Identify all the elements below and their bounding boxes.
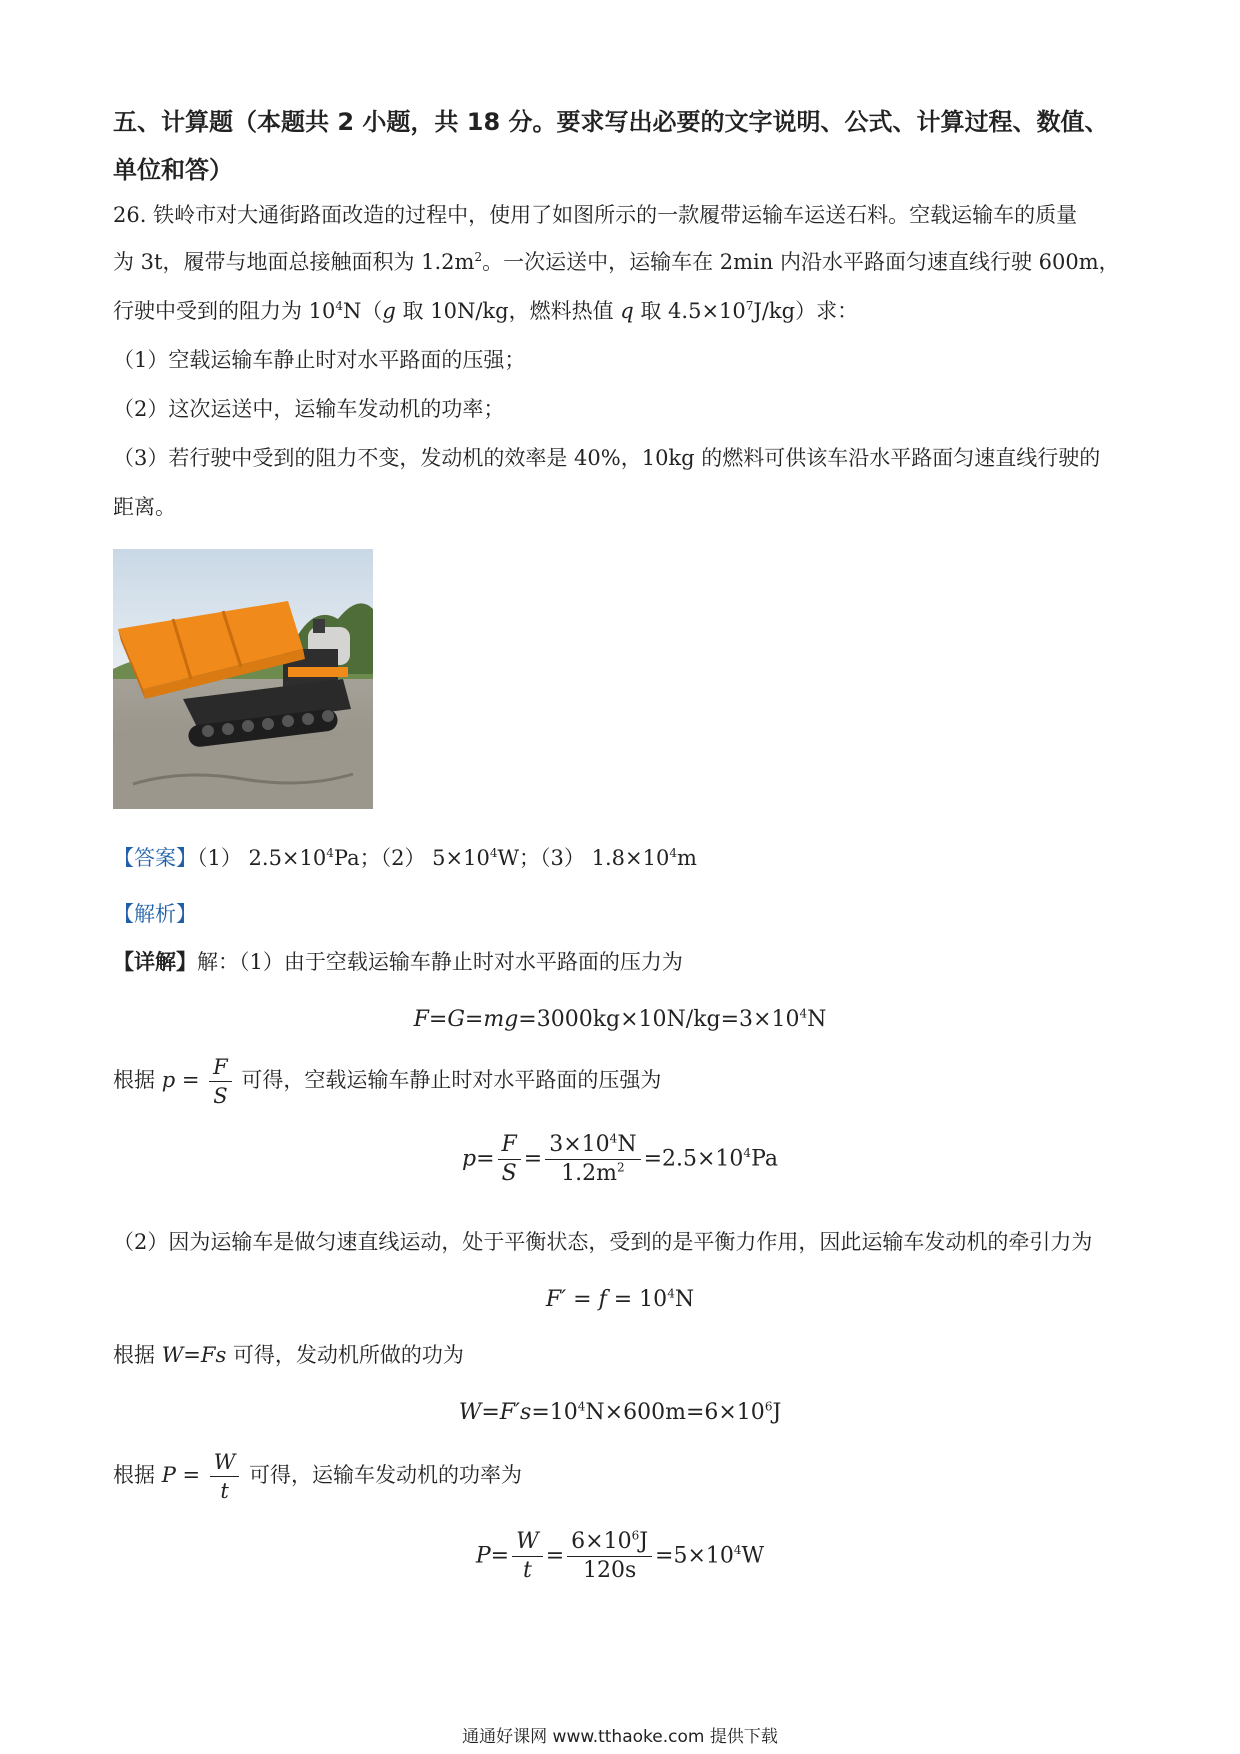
eq-op: = <box>523 1146 543 1172</box>
q-var: q <box>620 299 634 323</box>
q-sup: 2 <box>474 250 483 264</box>
eq-sup: 4 <box>609 1131 618 1146</box>
text-traction: （2）因为运输车是做匀速直线运动，处于平衡状态，受到的是平衡力作用，因此运输车发动机的牵引力为 <box>113 1230 1093 1254</box>
eq-var: G <box>447 1007 465 1032</box>
q-text: 为 3t，履带与地面总接触面积为 1.2m <box>113 250 475 274</box>
fraction-f-over-s <box>209 1053 232 1110</box>
eq-text: 1.2m <box>561 1161 617 1186</box>
a-sup: 4 <box>669 846 677 860</box>
question-line3 <box>113 296 1130 326</box>
eq-text: N <box>617 1132 637 1157</box>
a-sup: 4 <box>489 846 498 860</box>
t-op: = <box>175 1068 207 1092</box>
eq-text: N <box>674 1287 695 1312</box>
eq-sup: 6 <box>631 1528 640 1543</box>
eq-op: = <box>428 1007 448 1032</box>
equation-3 <box>0 1285 1240 1315</box>
sub-question-2: （2）这次运送中，运输车发动机的功率； <box>113 397 505 421</box>
frac-den <box>557 1160 629 1188</box>
eq-var: p <box>462 1146 477 1172</box>
equation-4 <box>0 1398 1240 1428</box>
eq-op: = <box>481 1400 500 1425</box>
equation-5 <box>0 1528 1240 1585</box>
eq-op: = <box>545 1543 565 1569</box>
eq-text: W <box>741 1543 765 1569</box>
frac-den: t <box>522 1558 532 1583</box>
eq-sup: 4 <box>733 1543 742 1558</box>
frac-num: W <box>512 1528 543 1557</box>
section-title <box>113 98 1133 194</box>
answer-tag: 【答案】 <box>113 846 197 870</box>
frac-den: t <box>220 1479 229 1503</box>
eq-op: = <box>476 1146 495 1172</box>
eq-text: =10 <box>531 1400 578 1425</box>
frac-num <box>545 1131 640 1160</box>
frac-den: S <box>213 1084 228 1108</box>
eq-text: N×600m=6×10 <box>585 1400 765 1425</box>
t-text: 根据 <box>113 1068 162 1092</box>
eq-sup: 4 <box>743 1146 752 1161</box>
a-text: m <box>676 846 697 870</box>
eq-text: 3×10 <box>549 1132 610 1157</box>
q-text: N（ <box>343 299 383 323</box>
q-text: 行驶中受到的阻力为 10 <box>113 299 336 323</box>
eq-text: =2.5×10 <box>643 1146 744 1172</box>
t-op: = <box>175 1463 207 1487</box>
sub-question-3-line2: 距离。 <box>113 495 176 519</box>
a-sup: 4 <box>326 846 334 860</box>
q-var: g <box>382 299 396 323</box>
analysis-tag: 【解析】 <box>113 902 197 926</box>
section-title-line2: 单位和答） <box>113 156 233 184</box>
eq-text: =5×10 <box>655 1543 734 1569</box>
eq-var: mg <box>483 1007 519 1032</box>
text-work-formula <box>113 1340 1130 1370</box>
eq-text: 6×10 <box>571 1529 632 1554</box>
eq-var: F <box>413 1007 429 1032</box>
detail-tag: 【详解】 <box>113 949 197 974</box>
sub-question-3-line1: （3）若行驶中受到的阻力不变，发动机的效率是 40%，10kg 的燃料可供该车沿水平路面匀速直线行驶的 <box>113 446 1101 470</box>
question-line2 <box>113 247 1130 277</box>
eq-text: = 10 <box>606 1287 668 1312</box>
equation-1 <box>0 1005 1240 1035</box>
eq-sup: 2 <box>617 1160 625 1175</box>
t-var: W=Fs <box>161 1343 227 1367</box>
t-var: p <box>161 1068 176 1092</box>
fraction-w-over-t <box>512 1528 543 1585</box>
a-text: W；（3） 1.8×10 <box>497 846 670 870</box>
t-text: 可得，空载运输车静止时对水平路面的压强为 <box>234 1068 662 1092</box>
answer-line <box>113 843 1130 873</box>
tracked-dump-truck-photo <box>113 549 373 809</box>
frac-den: S <box>501 1161 517 1186</box>
question-line1: 26. 铁岭市对大通街路面改造的过程中，使用了如图所示的一款履带运输车运送石料。空载运输车的质量 <box>113 203 1078 227</box>
t-text: 根据 <box>113 1463 162 1487</box>
eq-sup: 4 <box>667 1286 675 1301</box>
footer-watermark: 通通好课网 www.tthaoke.com 提供下载 <box>462 1727 778 1747</box>
a-text: （1） 2.5×10 <box>197 846 327 870</box>
t-var: P <box>161 1463 176 1487</box>
frac-num: W <box>210 1448 240 1477</box>
eq-text: Pa <box>751 1146 778 1172</box>
eq-op: = <box>464 1007 484 1032</box>
detail-text: 解：（1）由于空载运输车静止时对水平路面的压力为 <box>197 950 683 974</box>
q-sup: 4 <box>335 299 344 313</box>
q-text: J/kg）求： <box>753 299 859 323</box>
eq-var: P <box>475 1543 491 1569</box>
fraction-values <box>545 1131 640 1188</box>
t-text: 根据 <box>113 1343 162 1367</box>
frac-num: F <box>498 1131 521 1160</box>
text-pressure-formula <box>113 1053 1130 1110</box>
fraction-f-over-s <box>498 1131 521 1188</box>
eq-sup: 6 <box>764 1399 773 1414</box>
eq-sup: 4 <box>577 1399 586 1414</box>
a-text: Pa；（2） 5×10 <box>333 846 490 870</box>
eq-var: f <box>598 1287 607 1312</box>
eq-text: J <box>772 1400 782 1425</box>
fraction-w-over-t <box>210 1448 240 1505</box>
eq-var: F′ <box>545 1287 567 1312</box>
q-text: 取 4.5×10 <box>633 299 746 323</box>
q-sup: 7 <box>745 299 754 313</box>
eq-text: J <box>639 1529 649 1554</box>
eq-sup: 4 <box>799 1006 808 1021</box>
frac-num <box>567 1528 652 1557</box>
eq-text: N <box>807 1007 827 1032</box>
eq-var: W <box>458 1400 482 1425</box>
t-text: 可得，发动机所做的功为 <box>226 1343 464 1367</box>
q-text: 。一次运送中，运输车在 2min 内沿水平路面匀速直线行驶 600m， <box>482 250 1120 274</box>
q-text: 取 10N/kg，燃料热值 <box>395 299 621 323</box>
eq-text: =3000kg×10N/kg=3×10 <box>518 1007 800 1032</box>
section-title-line1: 五、计算题（本题共 2 小题，共 18 分。要求写出必要的文字说明、公式、计算过程、数值、 <box>113 108 1109 136</box>
detail-line <box>113 947 1130 977</box>
frac-den: 120s <box>582 1558 637 1583</box>
text-power-formula <box>113 1448 1130 1505</box>
t-text: 可得，运输车发动机的功率为 <box>242 1463 523 1487</box>
frac-num: F <box>209 1053 232 1082</box>
eq-op: = <box>566 1287 599 1312</box>
equation-2 <box>0 1131 1240 1188</box>
sub-question-1: （1）空载运输车静止时对水平路面的压强； <box>113 348 526 372</box>
eq-var: F′s <box>499 1400 532 1425</box>
eq-op: = <box>490 1543 510 1569</box>
fraction-values <box>567 1528 652 1585</box>
